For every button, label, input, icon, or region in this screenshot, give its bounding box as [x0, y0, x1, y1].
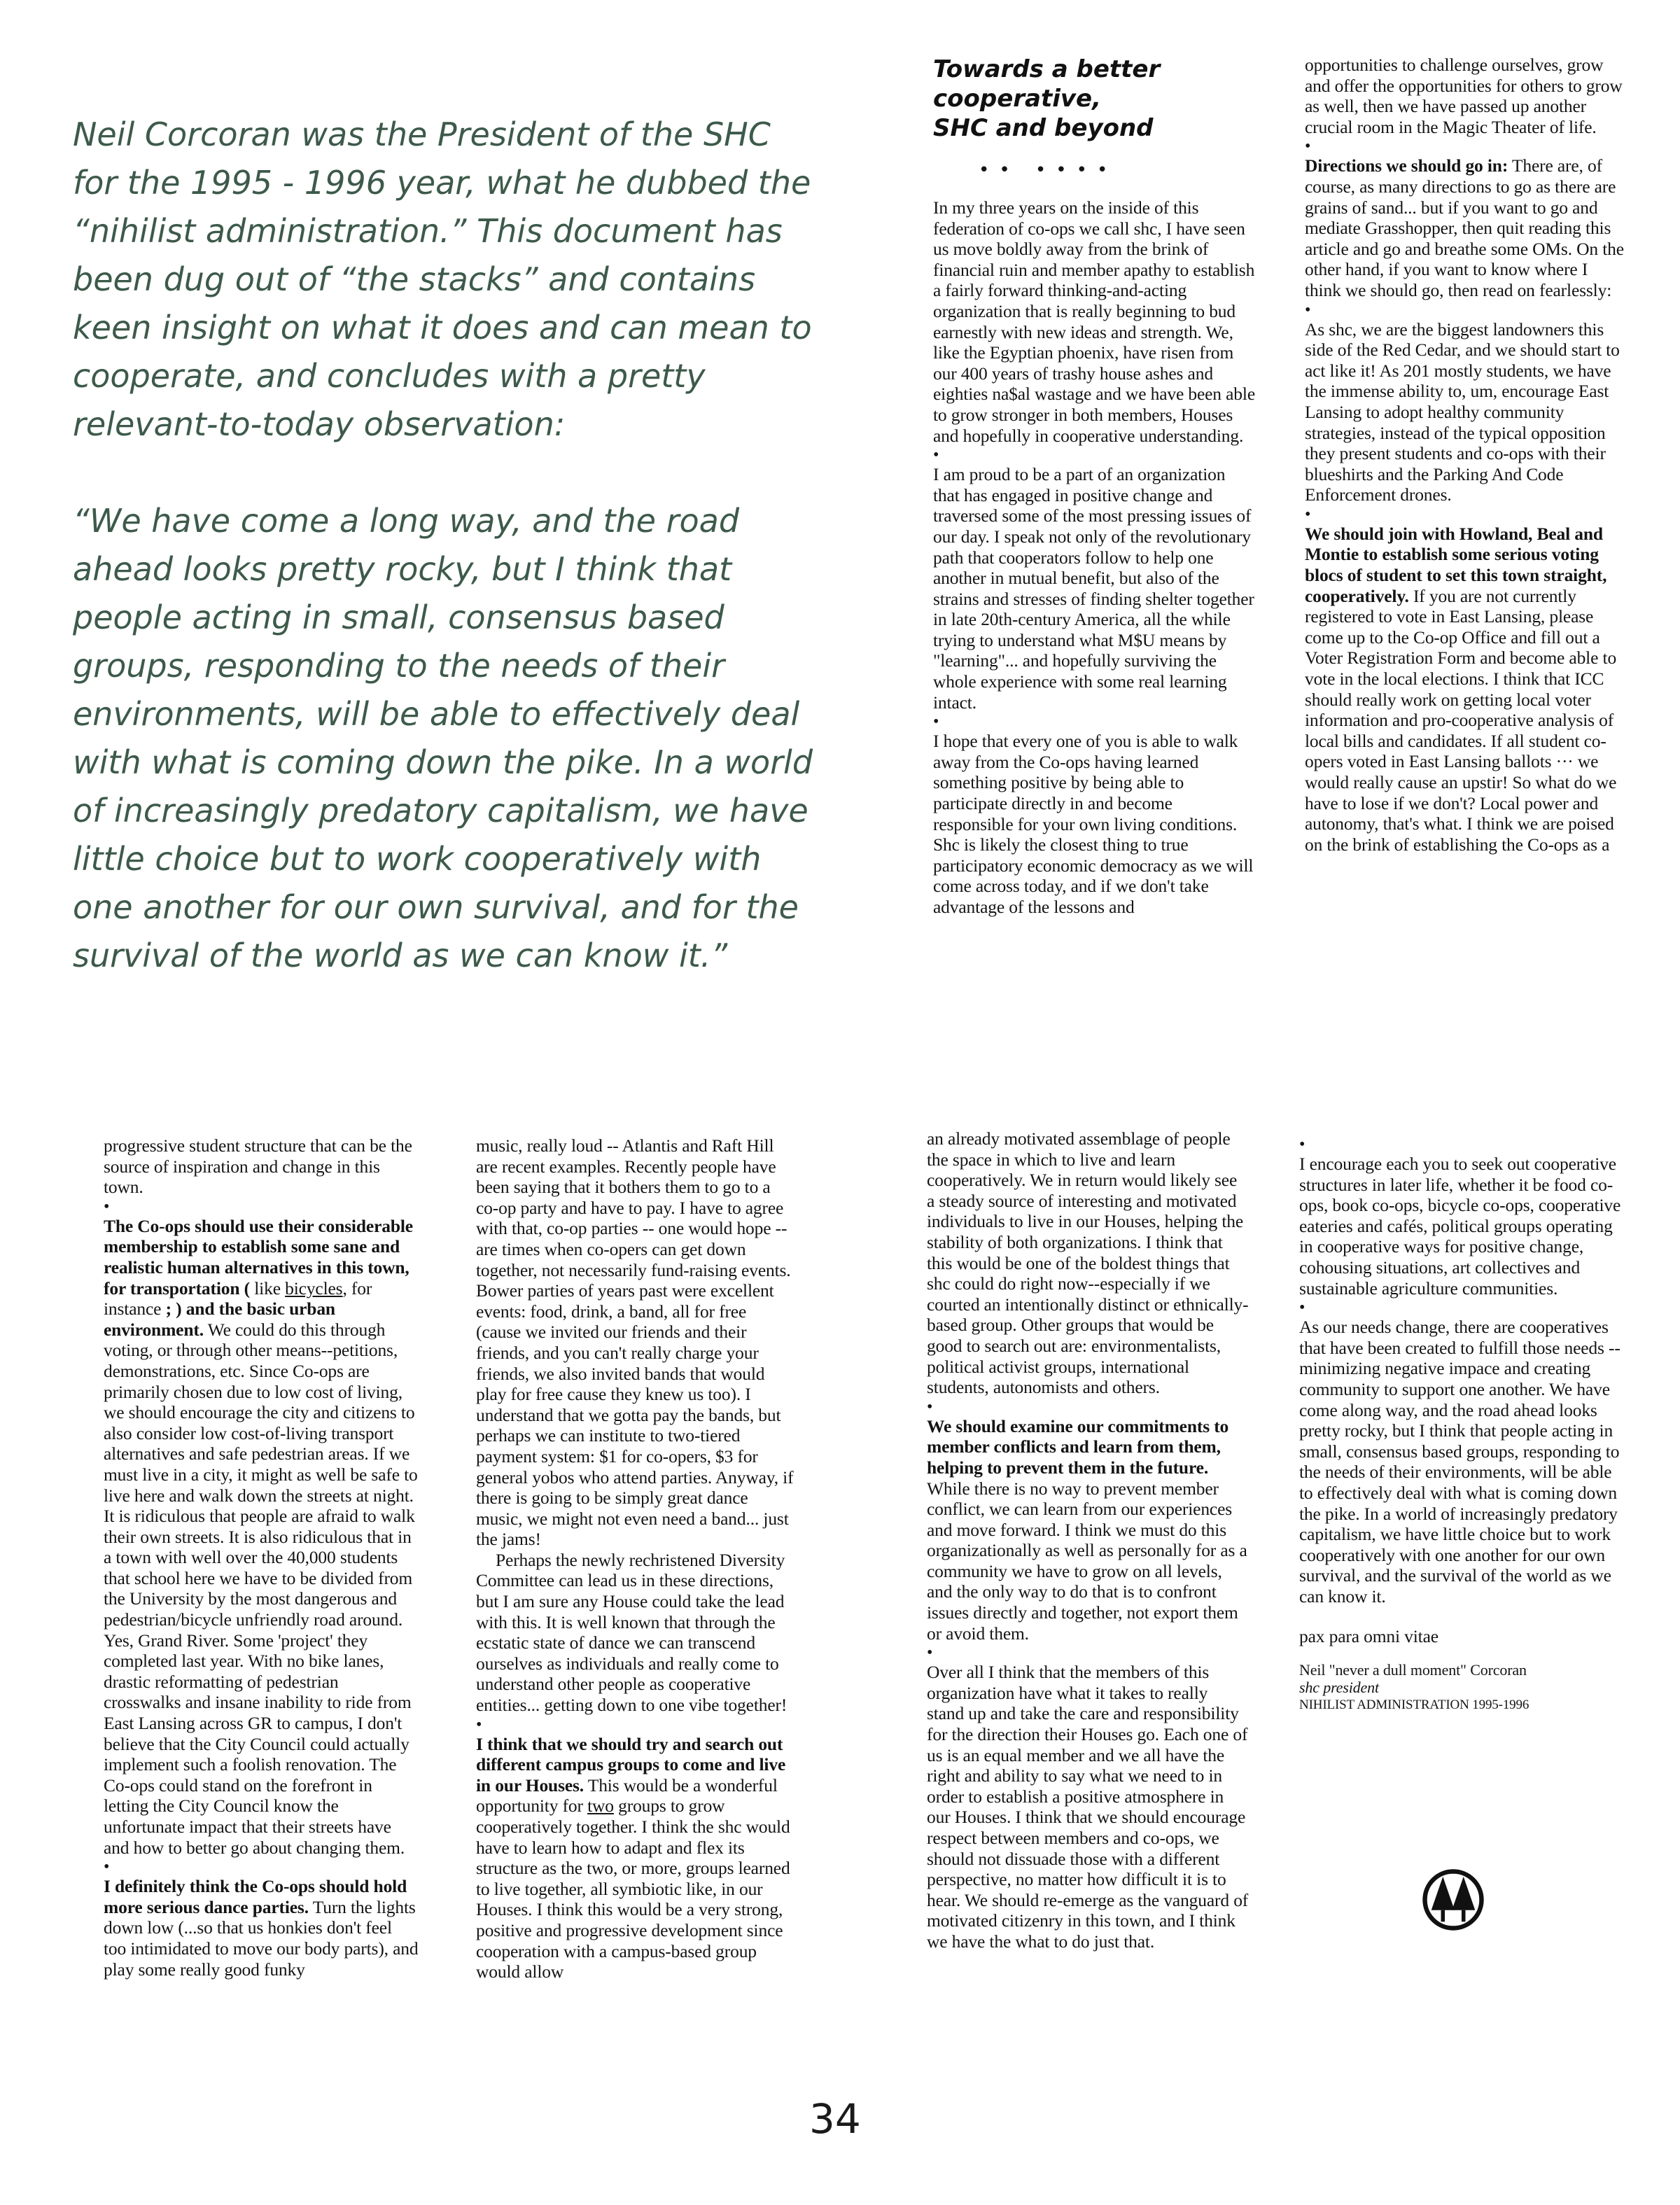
paragraph: The Co-ops should use their considerable membership to establish some sane and realistic human alternatives in this town, for transportation ( like bicycles, for instance ; ) and the basic urban environment. We could do this through voting, or through other means--petitions, demonstrations, etc. Since Co-ops are primarily chosen due to low cost of living, we should encourage the city and citizens to also consider low cost-of-living transport alternatives and safe pedestrian areas. If we must live in a city, it might as well be safe to live here and walk down the streets at night. It is ridiculous that people are afraid to walk their own streets. It is also ridiculous that in a town with well over the 40,000 students that school here we have to be divided from the University by the most dangerous and pedestrian/bicycle unfriendly road around. Yes, Grand River. Some 'project' they completed last year. With no bike lanes, drastic reformatting of pedestrian crosswalks and insane inability to ride from East Lansing across GR to campus, I don't believe that the City Council could actually implement such a foolish renovation. The Co-ops could stand on the forefront in letting the City Council know the unfortunate impact that their streets have and how to better go about changing them.: [104, 1215, 418, 1858]
paragraph: opportunities to challenge ourselves, grow and offer the opportunities for others to grow as well, then we have passed up another crucial room in the Magic Theater of life.: [1305, 55, 1623, 137]
paragraph: We should examine our commitments to member conflicts and learn from them, helping to prevent them in the future. While there is no way to prevent member conflict, we can learn from our experiences and move forward. I think we must do this organizationally as well as personally for as a community we have to grow on all levels, and the only way to do that is to confront issues directly and together, not export them or avoid them.: [927, 1415, 1247, 1644]
intro-text: [73, 111, 815, 980]
section-heading: We should join with Howland, Beal and Montie to establish some serious voting blocs of student to set this town straight, cooperatively.: [1305, 523, 1607, 606]
article-title-line: SHC and beyond: [933, 114, 1154, 142]
paragraph: progressive student structure that can be the source of inspiration and change in this town.: [104, 1135, 412, 1198]
column-top-right: [1305, 55, 1628, 855]
paragraph: Over all I think that the members of this organization have what it takes to really stand up and take the care and responsibility for the direction their Houses go. Each one of us is an equal member and we all have the right and ability to say what we need to in order to establish a positive atmosphere in our Houses. I think that we should encourage respect between members and co-ops, we should not dissuade those with a different perspective, no matter how difficult it is to hear. We should re-emerge as the vanguard of motivated citizenry in this town, and I think we have the what to do just that.: [927, 1662, 1249, 1952]
paragraph: We should join with Howland, Beal and Montie to establish some serious voting blocs of student to set this town straight, cooperatively. If you are not currently registered to vote in East Lansing, please come up to the Co-op Office and fill out a Voter Registration Form and become able to vote in the local elections. I think that ICC should really work on getting local voter information and pro-cooperative analysis of local bills and candidates. If all student co-opers voted in East Lansing ballots ··· we would really cause an upstir! So what do we have to lose if we don't? Local power and autonomy, that's what. I think we are poised on the brink of establishing the Co-ops as a: [1305, 523, 1617, 855]
bullet: •: [927, 1644, 933, 1662]
bullet: •: [1299, 1298, 1306, 1317]
page-number: 34: [809, 2095, 861, 2143]
paragraph: an already motivated assemblage of people the space in which to live and learn cooperatively. We in return would likely see a steady source of interesting and motivated individuals to live in our Houses, helping the stability of both organizations. I think that this would be one of the boldest things that shc could do right now--especially if we courted an intentionally distinct or ethnically-based group. Other groups that would be good to search out are: environmentalists, political activist groups, international students, autonomists and others.: [927, 1128, 1249, 1398]
closing-line: pax para omni vitae: [1299, 1626, 1438, 1647]
bullet: •: [1305, 505, 1311, 524]
paragraph: I am proud to be a part of an organization that has engaged in positive change and traversed some of the most pressing issues of our day. I speak not only of the revolutionary path that cooperators follow to help one another in mutual benefit, but also of the strains and stresses of finding shelter together in late 20th-century America, all the while trying to understand what M$U means by "learning"... and hopefully surviving the whole experience with some real learning intact.: [933, 464, 1254, 713]
signature-role: shc president: [1299, 1679, 1379, 1697]
bullet: •: [1305, 137, 1311, 156]
intro-paragraph: Neil Corcoran was the President of the SHC for the 1995 - 1996 year, what he dubbed the “nihilist administration.” This document has been dug out of “the stacks” and contains keen insight on what it does and can mean to cooperate, and concludes with a pretty relevant-to-today observation:: [73, 115, 812, 443]
paragraph: I hope that every one of you is able to walk away from the Co-ops having learned something positive by being able to participate directly in and become responsible for your own living conditions. Shc is likely the closest thing to true participatory economic democracy as we will come across today, and if we don't take advantage of the lessons and: [933, 731, 1254, 917]
section-heading: I definitely think the Co-ops should hold more serious dance parties.: [104, 1876, 407, 1917]
bullet: •: [104, 1858, 110, 1877]
signature-block: [1299, 1661, 1623, 1714]
section-heading: The Co-ops should use their considerable membership to establish some sane and realistic human alternatives in this town, for transportation (: [104, 1215, 413, 1298]
paragraph: I definitely think the Co-ops should hold more serious dance parties. Turn the lights down low (...so that us honkies don't feel too intimidated to move our body parts), and play some really good funky: [104, 1876, 419, 1980]
intro-quote: “We have come a long way, and the road ahead looks pretty rocky, but I think that people acting in small, consensus based groups, responding to the needs of their environments, will be able to effectively deal with what is coming down the pike. In a world of increasingly predatory capitalism, we have little choice but to work cooperatively with one another for our own survival, and for the survival of the world as we can know it.”: [73, 502, 813, 974]
signature-admin: NIHILIST ADMINISTRATION 1995-1996: [1299, 1698, 1530, 1713]
section-heading: We should examine our commitments to member conflicts and learn from them, helping to prevent them in the future.: [927, 1415, 1229, 1478]
section-heading: Directions we should go in:: [1305, 155, 1508, 176]
column-bottom-4: [1299, 1135, 1623, 1714]
twin-pines-icon: [1421, 1868, 1485, 1932]
paragraph: As shc, we are the biggest landowners this side of the Red Cedar, and we should start to act like it! As 201 mostly students, we have the immense ability to, um, encourage East Lansing to adopt healthy community strategies, instead of the typical opposition they present students and co-ops with their blueshirts and the Parking And Code Enforcement drones.: [1305, 318, 1620, 505]
column-bottom-3: [927, 1128, 1249, 1952]
paragraph: music, really loud -- Atlantis and Raft Hill are recent examples. Recently people have been saying that it bothers them to go to a co-op party and have to pay. I have to agree with that, co-op parties -- one would hope -- are times when co-opers can get down together, not necessarily fund-raising events. Bower parties of years past were excellent events: food, drink, a band, all for free (cause we invited our friends and their friends, and you can't really charge your friends, we also invited bands that would play for free cause they knew us too). I understand that we gotta pay the bands, but perhaps we can institute to two-tiered payment system: $1 for co-opers, $3 for general yobos who attend parties. Anyway, if there is going to be simply great dance music, we might not even need a band... just the jams!: [476, 1135, 794, 1550]
paragraph: As our needs change, there are cooperatives that have been created to fulfill those needs -- minimizing negative impace and creating community to support one another. We have come along way, and the road ahead looks pretty rocky, but I think that people acting in small, consensus based groups, responding to the needs of their environments, will be able to effectively deal with what is coming down the pike. In a world of increasingly predatory capitalism, we have little choice but to work cooperatively with one another for our own survival, and the survival of the world as we can know it.: [1299, 1317, 1620, 1606]
article-title: [933, 55, 1255, 143]
paragraph: I encourage each you to seek out cooperative structures in later life, whether it be food co-ops, book co-ops, bicycle co-ops, cooperative eateries and cafés, political groups operating in cooperative ways for positive change, cohousing situations, art collectives and sustainable agriculture communities.: [1299, 1154, 1621, 1298]
section-heading: I think that we should try and search out different campus groups to come and live in our Houses.: [476, 1733, 786, 1795]
column-bottom-1: [104, 1135, 419, 1980]
paragraph: Directions we should go in: There are, of course, as many directions to go as there are grains of sand... but if you want to go and mediate Grasshopper, then quit reading this article and go and breathe some OMs. On the other hand, if you want to know where I think we should go, then read on fearlessly:: [1305, 155, 1624, 300]
bullet: •: [927, 1397, 933, 1416]
signature-name: Neil "never a dull moment" Corcoran: [1299, 1661, 1527, 1679]
title-ornament: •• ••••: [979, 160, 1118, 181]
bullet: •: [933, 446, 939, 465]
article-title-line: cooperative,: [933, 85, 1102, 113]
bullet: •: [104, 1197, 110, 1216]
paragraph: Perhaps the newly rechristened Diversity Committee can lead us in these directions, but I am sure any House could take the lead with this. It is well known that through the ecstatic state of dance we can transcend ourselves as individuals and really come to understand other people as cooperative entities... getting down to one vibe together!: [476, 1549, 788, 1716]
paragraph: In my three years on the inside of this federation of co-ops we call shc, I have seen us move boldly away from the brink of financial ruin and member apathy to establish a fairly forward thinking-and-acting organization that is really beginning to bud earnestly with new ideas and strength. We, like the Egyptian phoenix, have risen from our 400 years of trashy house ashes and eighties na$al wastage and we have been able to grow stronger in both members, Houses and hopefully in cooperative understanding.: [933, 197, 1255, 446]
paragraph: I think that we should try and search out different campus groups to come and live in our Houses. This would be a wonderful opportunity for two groups to grow cooperatively together. I think the shc would have to learn how to adapt and flex its structure as the two, or more, groups learned to live together, all symbiotic like, in our Houses. I think this would be a very strong, positive and progressive development since cooperation with a campus-based group would allow: [476, 1733, 790, 1982]
article-title-line: Towards a better: [933, 55, 1161, 83]
column-top-left: [933, 197, 1255, 918]
bullet: •: [933, 713, 939, 732]
bullet: •: [1305, 300, 1311, 319]
bullet: •: [476, 1715, 482, 1734]
bullet: •: [1299, 1135, 1306, 1154]
column-bottom-2: [476, 1135, 794, 1982]
